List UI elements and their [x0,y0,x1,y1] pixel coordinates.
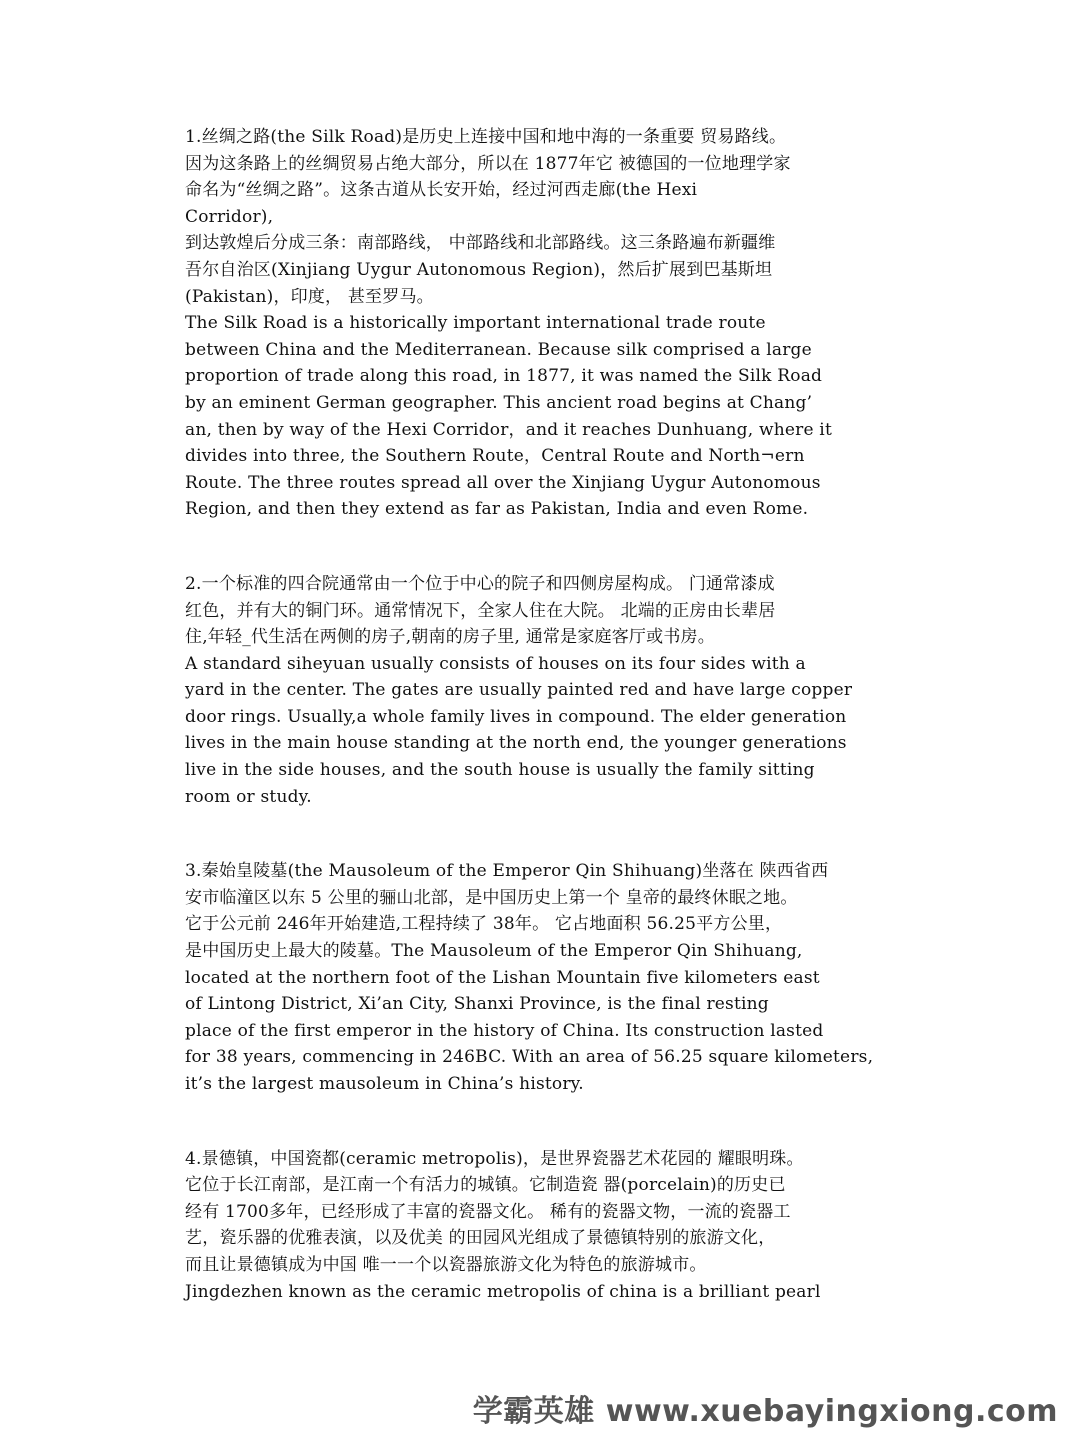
text-line: by an eminent German geographer. This ancient road begins at Chang’ [185,392,813,413]
text-line: 到达敦煌后分成三条：南部路线， 中部路线和北部路线。这三条路遍布新疆维 [185,233,776,254]
text-line: 而且让景德镇成为中国 唯一一个以瓷器旅游文化为特色的旅游城市。 [185,1254,707,1275]
text-line: 安市临潼区以东 5 公里的骊山北部，是中国历史上第一个 皇帝的最终休眠之地。 [185,887,798,908]
paragraph-qin-mausoleum [185,858,945,1097]
text-line: 1.丝绸之路(the Silk Road)是历史上连接中国和地中海的一条重要 贸易路线。 [185,127,787,147]
text-line: 它位于长江南部，是江南一个有活力的城镇。它制造瓷 器(porcelain)的历史已 [185,1175,786,1196]
text-line: for 38 years, commencing in 246BC. With an area of 56.25 square kilometers, [185,1047,874,1068]
paragraph-siheyuan [185,571,945,810]
text-line: yard in the center. The gates are usually painted red and have large copper [185,680,853,701]
text-line: 是中国历史上最大的陵墓。The Mausoleum of the Emperor Qin Shihuang, [185,941,803,962]
text-line: live in the side houses, and the south house is usually the family sitting [185,760,815,781]
paragraph-silk-road [185,124,945,523]
text-line: between China and the Mediterranean. Because silk comprised a large [185,339,812,360]
text-line: 4.景德镇，中国瓷都(ceramic metropolis)，是世界瓷器艺术花园的 耀眼明珠。 [185,1148,804,1169]
text-line: (Pakistan)，印度， 甚至罗马。 [185,286,434,307]
text-line: A standard siheyuan usually consists of houses on its four sides with a [185,653,806,674]
text-line: an, then by way of the Hexi Corridor，and it reaches Dunhuang, where it [185,419,832,440]
text-line: Route. The three routes spread all over the Xinjiang Uygur Autonomous [185,472,821,493]
paragraph-jingdezhen [185,1146,945,1306]
text-line: 住,年轻_代生活在两侧的房子,朝南的房子里, 通常是家庭客厅或书房。 [185,627,715,648]
text-line: 3.秦始皇陵墓(the Mausoleum of the Emperor Qin Shihuang)坐落在 陕西省西 [185,861,829,882]
text-line: room or study. [185,786,312,807]
text-line: 2.一个标准的四合院通常由一个位于中心的院子和四侧房屋构成。 门通常漆成 [185,573,775,594]
text-line: 吾尔自治区(Xinjiang Uygur Autonomous Region)，然后扩展到巴基斯坦 [185,259,773,280]
text-line: located at the northern foot of the Lishan Mountain five kilometers east [185,967,820,988]
text-line: divides into three, the Southern Route，Central Route and North¬ern [185,446,805,467]
text-line: of Lintong District, Xi’an City, Shanxi Province, is the final resting [185,994,769,1015]
text-line: 经有 1700多年，已经形成了丰富的瓷器文化。 稀有的瓷器文物，一流的瓷器工 [185,1201,791,1222]
text-line: Corridor), [185,206,274,227]
text-line: lives in the main house standing at the north end, the younger generations [185,733,847,754]
text-line: place of the first emperor in the history of China. Its construction lasted [185,1020,824,1041]
text-line: 因为这条路上的丝绸贸易占绝大部分，所以在 1877年它 被德国的一位地理学家 [185,153,791,174]
text-line: Region, and then they extend as far as Pakistan, India and even Rome. [185,499,809,520]
text-line: 它于公元前 246年开始建造,工程持续了 38年。 它占地面积 56.25平方公里， [185,914,783,935]
document-body [185,124,945,1305]
text-line: 艺，瓷乐器的优雅表演，以及优美 的田园风光组成了景德镇特别的旅游文化， [185,1228,776,1249]
text-line: Jingdezhen known as the ceramic metropolis of china is a brilliant pearl [185,1281,821,1302]
text-line: it’s the largest mausoleum in China’s history. [185,1074,584,1094]
site-watermark: 学霸英雄 www.xuebayingxiong.com [472,1394,1058,1429]
text-line: 红色，并有大的铜门环。通常情况下，全家人住在大院。 北端的正房由长辈居 [185,600,776,621]
text-line: proportion of trade along this road, in 1877, it was named the Silk Road [185,366,823,387]
text-line: door rings. Usually,a whole family lives in compound. The elder generation [185,706,847,727]
text-line: 命名为“丝绸之路”。这条古道从长安开始，经过河西走廊(the Hexi [185,180,698,201]
text-line: The Silk Road is a historically important international trade route [185,313,766,334]
